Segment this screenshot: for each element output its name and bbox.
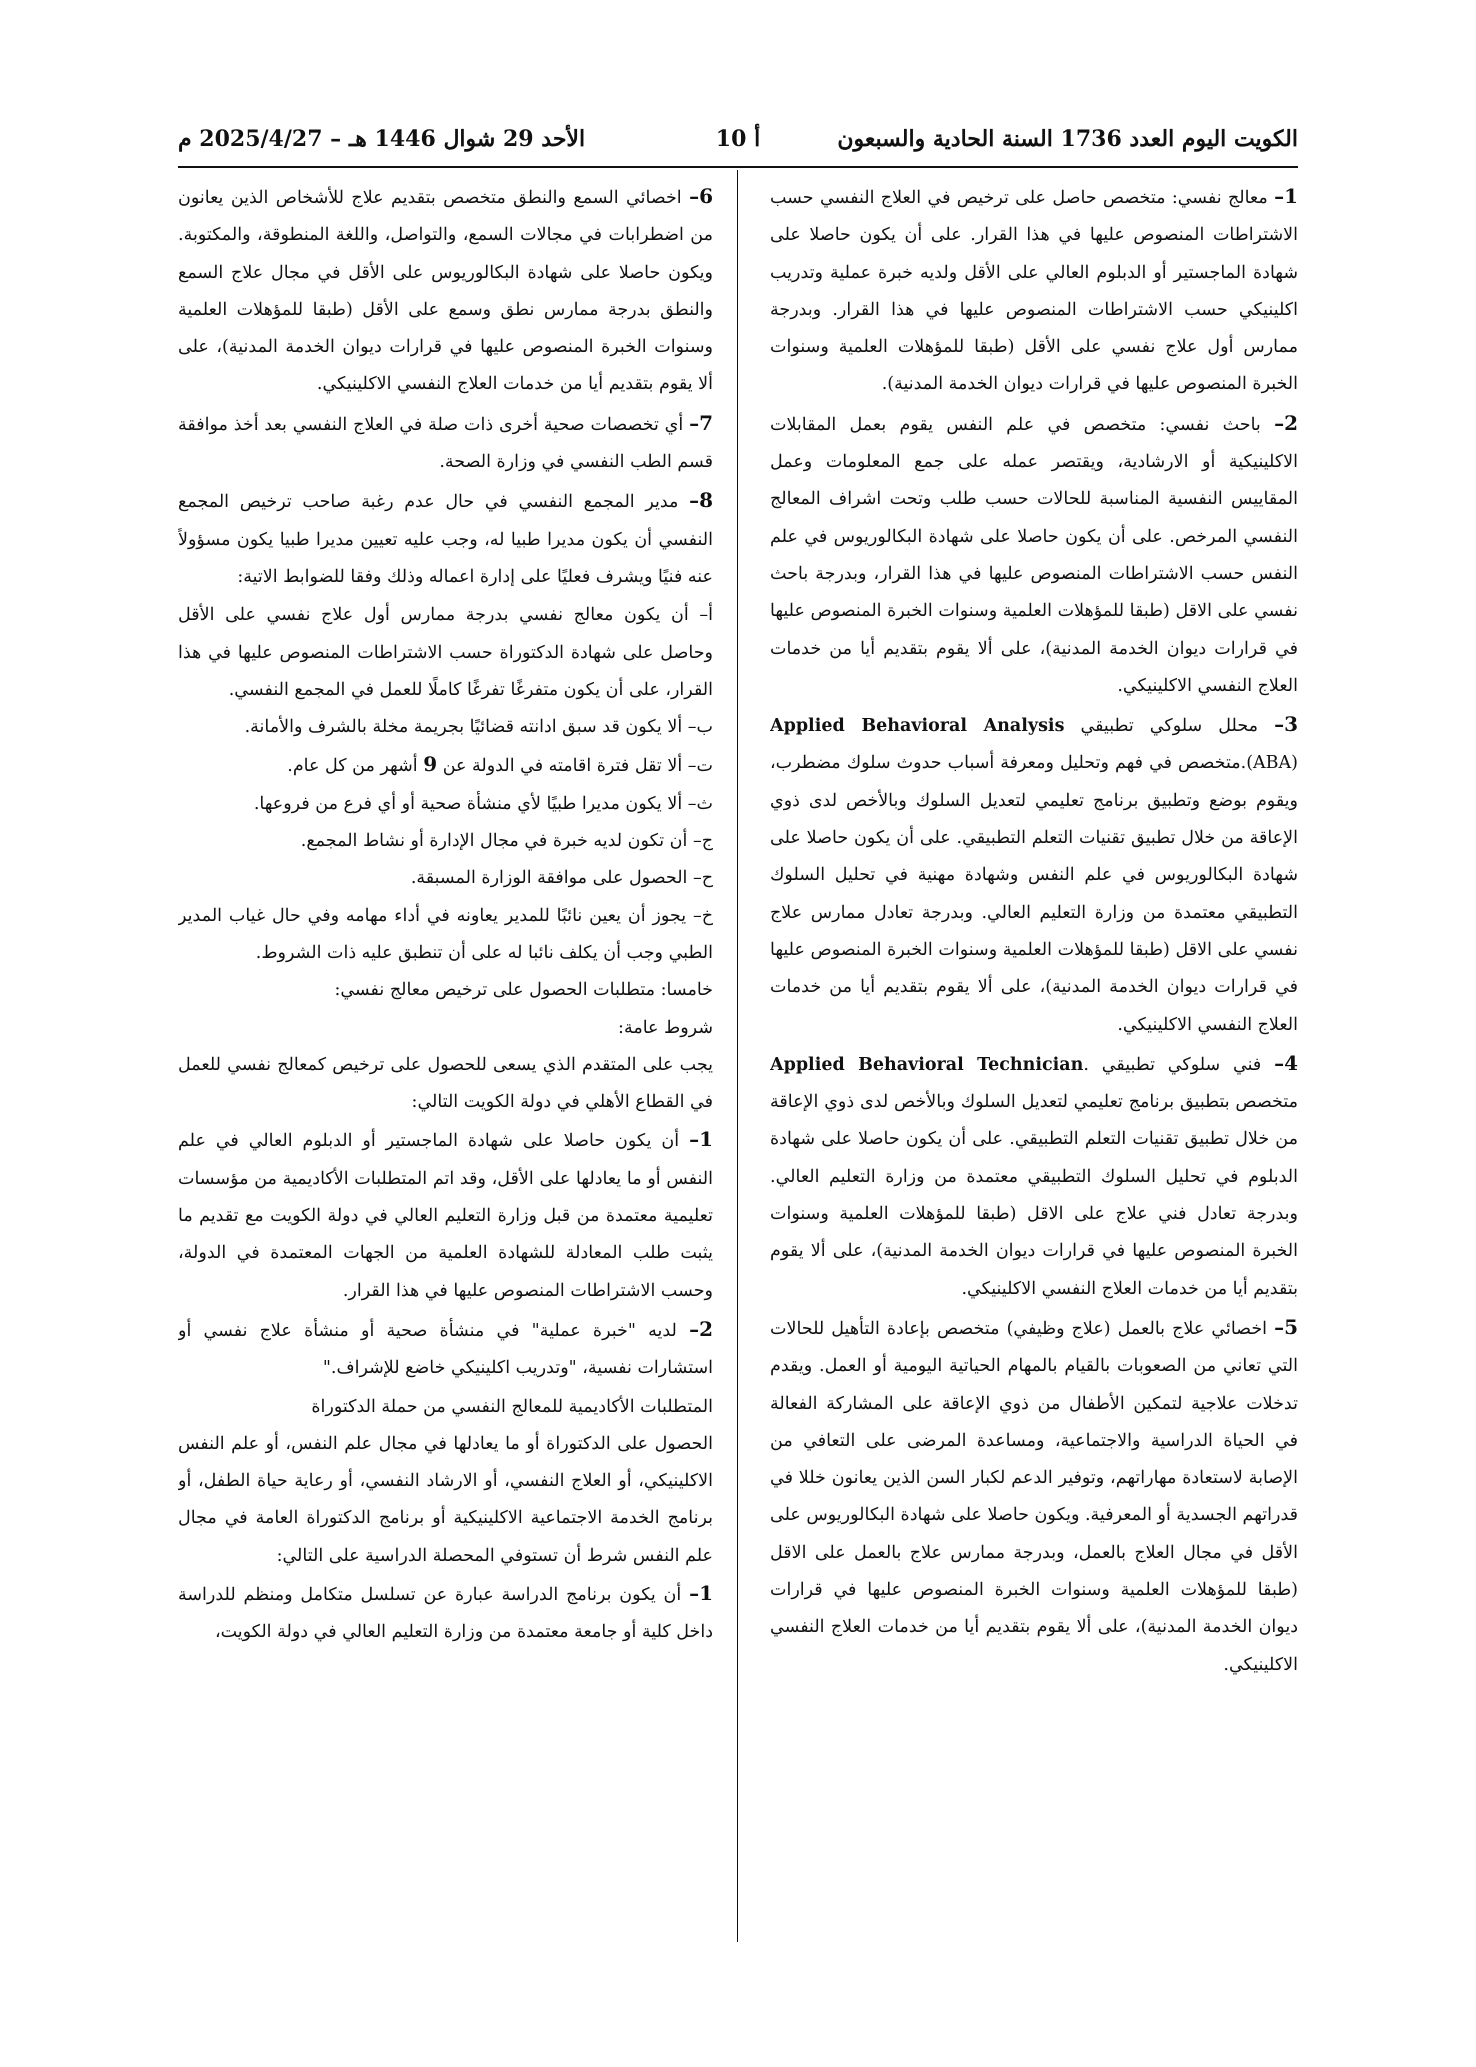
condition-text: ت– ألا تقل فترة اقامته في الدولة عن	[437, 756, 713, 777]
item-number: 2–	[689, 1316, 713, 1341]
academic-requirements-heading: المتطلبات الأكاديمية للمعالج النفسي من حملة الدكتوراة	[311, 1396, 713, 1417]
page-header	[178, 116, 1298, 162]
item-number: 5–	[1274, 1314, 1298, 1339]
item-behavior-technician	[770, 1045, 1298, 1309]
item-complex-director	[178, 482, 713, 597]
condition-kh: خ– يجوز أن يعين نائبًا للمدير يعاونه في أداء مهامه وفي حال غياب المدير الطبي وجب أن يكلف نائبا له على أن تنطبق عليه ذات الشروط.	[178, 905, 713, 963]
item-text: لديه "خبرة عملية" في منشأة صحية أو منشأة علاج نفسي أو استشارات نفسية، "وتدريب اكلينيكي خاضع للإشراف."	[178, 1320, 713, 1379]
header-page-number: أ 10	[715, 126, 761, 152]
item-number: 1–	[1274, 184, 1298, 208]
section-fifth-heading: خامسا: متطلبات الحصول على ترخيص معالج نفسي:	[334, 980, 713, 1001]
condition-t	[178, 746, 713, 785]
item-text: معالج نفسي: متخصص حاصل على ترخيص في العلاج النفسي حسب الاشتراطات المنصوص عليها في هذا القرار. على أن يكون حاصلا على شهادة الماجستير أو الدبلوم العالي على الأقل ولديه خبرة عملية وتدريب اكلينيكي حسب الاشتراطات المنصوص عليها في هذا القرار. وبدرجة ممارس أول علاج نفسي على الأقل (طبقا للمؤهلات العلمية وسنوات الخبرة المنصوص عليها في قرارات ديوان الخدمة المدنية).	[770, 188, 1298, 395]
item-text-cont: متخصص بتطبيق برنامج تعليمي لتعديل السلوك وبالأخص لدى ذوي الإعاقة من خلال تطبيق تقنيات التعلم التطبيقي. على أن يكون حاصلا على شهادة الدبلوم في تحليل السلوك التطبيقي معتمدة من وزارة التعليم العالي. وبدرجة تعادل فني علاج على الاقل (طبقا للمؤهلات العلمية وسنوات الخبرة المنصوص عليها في قرارات ديوان الخدمة المدنية)، على ألا يقوم بتقديم أيا من خدمات العلاج النفسي الاكلينيكي.	[770, 1092, 1298, 1299]
latin-term: Applied Behavioral Analysis	[770, 716, 1065, 737]
item-therapist	[770, 178, 1298, 405]
requirement-2	[178, 1311, 713, 1389]
item-text: فني سلوكي تطبيقي .	[1083, 1054, 1275, 1075]
requirements-intro: يجب على المتقدم الذي يسعى للحصول على ترخيص كمعالج نفسي للعمل في القطاع الأهلي في دولة الكويت التالي:	[178, 1054, 713, 1113]
item-speech-specialist	[178, 178, 713, 405]
months-number: 9	[423, 752, 438, 777]
item-text-cont: (ABA).متخصص في فهم وتحليل ومعرفة أسباب حدوث سلوك مضطرب، ويقوم بوضع وتطبيق برنامج تعليمي لتعديل السلوك وبالأخص لدى ذوي الإعاقة من خلال تطبيق تقنيات التعلم التطبيقي. على أن يكون حاصلا على شهادة البكالوريوس في علم النفس وشهادة مهنية في تحليل السلوك التطبيقي معتمدة من وزارة التعليم العالي. وبدرجة تعادل ممارس علاج نفسي على الاقل (طبقا للمؤهلات العلمية وسنوات الخبرة المنصوص عليها في قرارات ديوان الخدمة المدنية)، على ألا يقوم بتقديم أيا من خدمات العلاج النفسي الاكلينيكي.	[770, 753, 1298, 1035]
item-text: باحث نفسي: متخصص في علم النفس يقوم بعمل المقابلات الاكلينيكية أو الارشادية، ويقتصر عمله على جمع المعلومات وعمل المقاييس النفسية المناسبة للحالات حسب طلب وتحت اشراف المعالج النفسي المرخص. على أن يكون حاصلا على شهادة البكالوريوس في علم النفس حسب الاشتراطات المنصوص عليها في هذا القرار، وبدرجة باحث نفسي على الاقل (طبقا للمؤهلات العلمية وسنوات الخبرة المنصوص عليها في قرارات ديوان الخدمة المدنية)، على ألا يقوم بتقديم أيا من خدمات العلاج النفسي الاكلينيكي.	[770, 414, 1298, 696]
condition-j: ج– أن تكون لديه خبرة في مجال الإدارة أو نشاط المجمع.	[300, 831, 713, 852]
item-text: أي تخصصات صحية أخرى ذات صلة في العلاج النفسي بعد أخذ موافقة قسم الطب النفسي في وزارة الصحة.	[178, 414, 713, 473]
item-text: أن يكون برنامج الدراسة عبارة عن تسلسل متكامل ومنظم للدراسة داخل كلية أو جامعة معتمدة من وزارة التعليم العالي في دولة الكويت،	[178, 1584, 713, 1643]
academic-requirement-1	[178, 1575, 713, 1653]
condition-h: ح– الحصول على موافقة الوزارة المسبقة.	[410, 868, 713, 889]
header-date: الأحد 29 شوال 1446 هـ – 2025/4/27 م	[178, 126, 586, 152]
item-number: 3–	[1274, 712, 1298, 737]
item-number: 8–	[689, 488, 713, 513]
condition-b: ب– ألا يكون قد سبق ادانته قضائيًا بجريمة مخلة بالشرف والأمانة.	[244, 717, 713, 738]
item-number: 2–	[1274, 410, 1298, 435]
item-text: اخصائي السمع والنطق متخصص بتقديم علاج للأشخاص الذين يعانون من اضطرابات في مجالات السمع، والتواصل، واللغة المنطوقة، والمكتوبة. ويكون حاصلا على شهادة البكالوريوس على الأقل في مجال علاج السمع والنطق بدرجة ممارس نطق وسمع على الأقل (طبقا للمؤهلات العلمية وسنوات الخبرة المنصوص عليها في قرارات ديوان الخدمة المدنية)، على ألا يقوم بتقديم أيا من خدمات العلاج النفسي الاكلينيكي.	[178, 188, 713, 395]
header-divider	[178, 166, 1298, 168]
condition-text-cont: أشهر من كل عام.	[287, 756, 424, 777]
condition-th: ث– ألا يكون مديرا طبيًا لأي منشأة صحية أو أي فرع من فروعها.	[253, 793, 713, 814]
item-text: أن يكون حاصلا على شهادة الماجستير أو الدبلوم العالي في علم النفس أو ما يعادلها على الأقل، وقد اتم المتطلبات الأكاديمية من مؤسسات تعليمية معتمدة من قبل وزارة التعليم العالي في دولة الكويت مع تقديم ما يثبت طلب المعادلة للشهادة العلمية من الجهات المعتمدة في الدولة، وحسب الاشتراطات المنصوص عليها في هذا القرار.	[178, 1131, 713, 1301]
column-divider	[737, 170, 738, 1942]
header-issue-info: الكويت اليوم العدد 1736 السنة الحادية والسبعون	[837, 126, 1298, 152]
item-other-specialties	[178, 405, 713, 483]
item-number: 1–	[689, 1127, 713, 1152]
item-psych-researcher	[770, 405, 1298, 706]
right-column	[770, 178, 1298, 1938]
item-number: 1–	[689, 1580, 713, 1605]
item-text: اخصائي علاج بالعمل (علاج وظيفي) متخصص بإعادة التأهيل للحالات التي تعاني من الصعوبات بالقيام بالمهام الحياتية اليومية أو العمل. ويقدم تدخلات علاجية لتمكين الأطفال من ذوي الإعاقة على المشاركة الفعالة في الحياة الدراسية والاجتماعية، ومساعدة المرضى على التعافي من الإصابة لاستعادة مهاراتهم، وتوفير الدعم لكبار السن الذين يعانون خللا في قدراتهم الجسدية أو المعرفية. ويكون حاصلا على شهادة البكالوريوس على الأقل في مجال العلاج بالعمل، وبدرجة ممارس علاج بالعمل على الاقل (طبقا للمؤهلات العلمية وسنوات الخبرة المنصوص عليها في قرارات ديوان الخدمة المدنية)، على ألا يقوم بتقديم أيا من خدمات العلاج النفسي الاكلينيكي.	[770, 1318, 1298, 1675]
latin-term: Applied Behavioral Technician	[770, 1054, 1084, 1075]
condition-a: أ– أن يكون معالج نفسي بدرجة ممارس أول علاج نفسي على الأقل وحاصل على شهادة الدكتوراة حسب الاشتراطات المنصوص عليها في هذا القرار، على أن يكون متفرغًا تفرغًا كاملًا للعمل في المجمع النفسي.	[178, 605, 713, 700]
general-conditions-heading: شروط عامة:	[618, 1017, 713, 1038]
item-occupational-therapist	[770, 1309, 1298, 1685]
item-text: مدير المجمع النفسي في حال عدم رغبة صاحب ترخيص المجمع النفسي أن يكون مديرا طبيا له، وجب عليه تعيين مديرا طبيا يكون مسؤولاً عنه فنيًا ويشرف فعليًا على إدارة اعماله وذلك وفقا للضوابط الاتية:	[178, 492, 713, 587]
requirement-1	[178, 1121, 713, 1310]
item-number: 6–	[689, 184, 713, 208]
item-behavior-analyst	[770, 706, 1298, 1045]
item-number: 7–	[689, 410, 713, 435]
academic-requirements-text: الحصول على الدكتوراة أو ما يعادلها في مجال علم النفس، أو علم النفس الاكلينيكي، أو العلاج النفسي، أو الارشاد النفسي، أو رعاية حياة الطفل، أو برنامج الخدمة الاجتماعية الاكلينيكية أو برنامج الدكتوراة العامة في مجال علم النفس شرط أن تستوفي المحصلة الدراسية على التالي:	[178, 1433, 713, 1566]
left-column	[178, 178, 713, 1938]
item-text: محلل سلوكي تطبيقي	[1064, 716, 1275, 737]
item-number: 4–	[1274, 1050, 1298, 1075]
